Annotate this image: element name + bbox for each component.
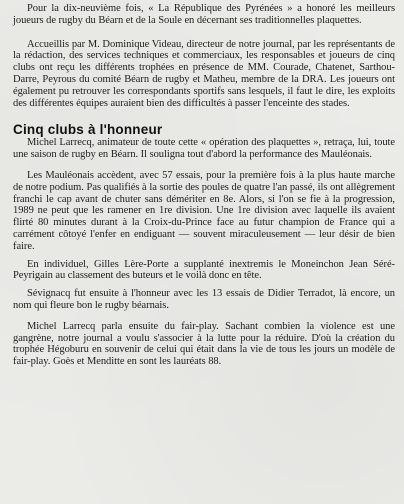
- mauleonais-paragraph: Les Mauléonais accèdent, avec 57 essais, pour la première fois à la plus haute marche de notre podium. Pas qualifiés à la sortie des poules de quatre l'an passé, ils ont allègrement franchi le cap avant de chuter sans démériter en 8e. Alors, si l'on se fie à la progression, 1989 ne peut que les ramener en 1re division. Une 1re division avec laquelle ils avaient flirté 80 minutes durant à la Croix-du-Prince face au futur champion de France qui a carrément côtoyé l'enfer en endiguant — souvent miraculeusement — leur désir de bien faire.: [13, 169, 395, 252]
- sevignacq-paragraph: Sévignacq fut ensuite à l'honneur avec les 13 essais de Didier Terradot, là encore, un nom qui fleure bon le rugby béarnais.: [13, 288, 395, 311]
- welcome-paragraph: Accueillis par M. Dominique Videau, directeur de notre journal, par les représentants de la rédaction, des services techniques et commerciaux, les responsables et joueurs de cinq clubs ont reçu les différents trophées en présence de MM. Courade, Chatenet, Sarthou-Darre, Peyrous du comité Béarn de rugby et Matheu, membre de la DRA. Les joueurs ont également pu retrouver les correspondants sportifs sans lesquels, il faut le dire, les exploits des différentes équipes auraient bien des difficultés à passer l'enceinte des stades.: [13, 38, 395, 109]
- individual-paragraph: En individuel, Gilles Lère-Porte a supplanté inextremis le Moneinchon Jean Séré-Peyrigain au classement des buteurs et le voilà donc en tête.: [13, 258, 395, 282]
- fair-play-paragraph: Michel Larrecq parla ensuite du fair-play. Sachant combien la violence est une gangrène, notre journal a voulu s'associer à la lutte pour la réduire. D'où la création du trophée Hégoburu en souvenir de celui qui était dans la vie de tous les jours un modèle de fair-play. Goès et Menditte en sont les lauréats 88.: [13, 320, 395, 368]
- section-heading: Cinq clubs à l'honneur: [13, 122, 163, 138]
- intro-paragraph: Pour la dix-neuvième fois, « La République des Pyrénées » a honoré les meilleurs joueurs de rugby du Béarn et de la Soule en décernant ses traditionnelles plaquettes.: [13, 3, 395, 26]
- larrecq-paragraph: Michel Larrecq, animateur de toute cette « opération des plaquettes », retraça, lui, toute une saison de rugby en Béarn. Il souligna tout d'abord la performance des Mauléonais.: [13, 137, 395, 161]
